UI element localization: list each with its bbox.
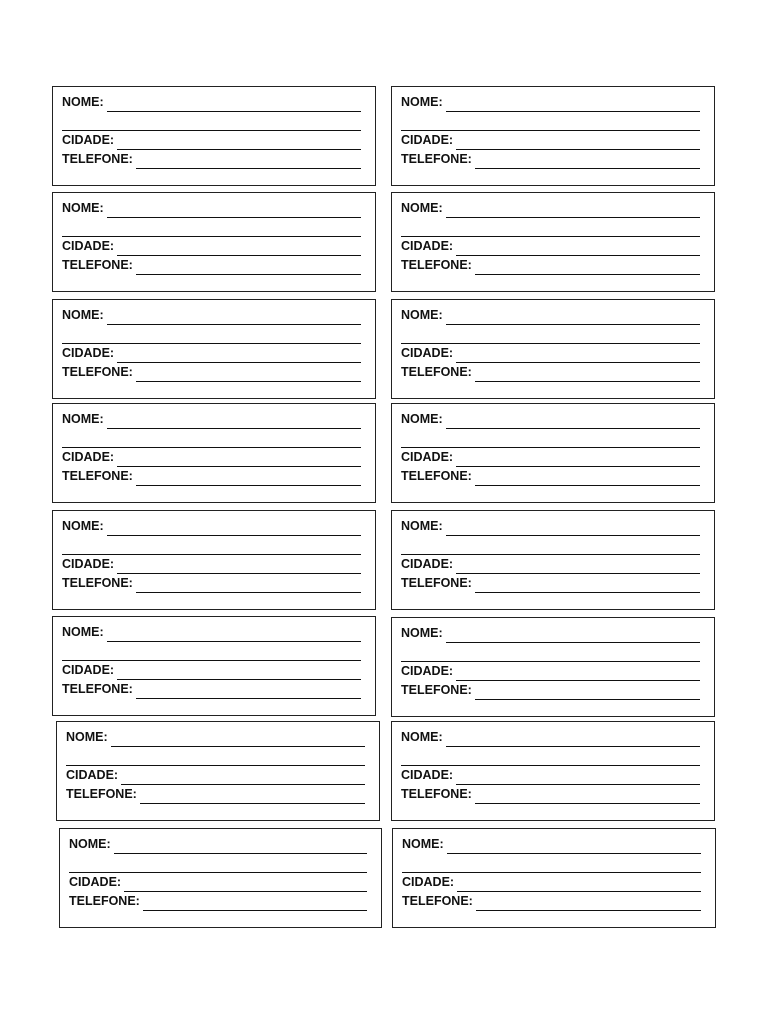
telefone-label: TELEFONE: — [401, 365, 472, 379]
nome-row — [402, 835, 707, 854]
cidade-row — [401, 662, 706, 681]
telefone-row — [66, 785, 371, 804]
cidade-label: CIDADE: — [401, 346, 454, 360]
extra-blank — [66, 752, 365, 766]
extra-blank — [401, 434, 700, 448]
nome-row — [62, 199, 367, 218]
nome-blank — [446, 98, 700, 112]
cidade-row — [62, 344, 367, 363]
nome-row — [62, 93, 367, 112]
telefone-label: TELEFONE: — [69, 894, 140, 908]
cidade-blank — [117, 349, 361, 363]
telefone-row — [62, 256, 367, 275]
telefone-blank — [140, 790, 365, 804]
extra-blank — [62, 330, 361, 344]
contact-card — [52, 616, 376, 716]
contact-card — [52, 299, 376, 399]
contact-card — [391, 86, 715, 186]
nome-blank — [446, 311, 700, 325]
contact-card — [52, 192, 376, 292]
cidade-blank — [117, 453, 361, 467]
extra-row — [401, 112, 706, 131]
nome-row — [62, 517, 367, 536]
telefone-label: TELEFONE: — [401, 258, 472, 272]
cidade-label: CIDADE: — [62, 663, 115, 677]
nome-row — [401, 517, 706, 536]
telefone-blank — [136, 685, 361, 699]
nome-row — [401, 199, 706, 218]
telefone-blank — [475, 368, 700, 382]
telefone-label: TELEFONE: — [401, 576, 472, 590]
extra-blank — [62, 117, 361, 131]
extra-row — [62, 429, 367, 448]
cidade-blank — [121, 771, 365, 785]
telefone-blank — [136, 579, 361, 593]
cidade-blank — [117, 560, 361, 574]
cidade-row — [401, 448, 706, 467]
cidade-blank — [456, 136, 700, 150]
nome-row — [401, 93, 706, 112]
telefone-row — [62, 363, 367, 382]
nome-row — [62, 623, 367, 642]
telefone-blank — [475, 155, 700, 169]
cidade-label: CIDADE: — [62, 557, 115, 571]
nome-label: NOME: — [62, 308, 104, 322]
cidade-label: CIDADE: — [62, 239, 115, 253]
extra-row — [62, 112, 367, 131]
telefone-row — [62, 680, 367, 699]
cidade-row — [401, 344, 706, 363]
extra-row — [62, 218, 367, 237]
telefone-row — [401, 467, 706, 486]
nome-label: NOME: — [401, 95, 443, 109]
cidade-blank — [456, 242, 700, 256]
telefone-label: TELEFONE: — [62, 469, 133, 483]
nome-label: NOME: — [401, 412, 443, 426]
telefone-row — [62, 467, 367, 486]
telefone-blank — [143, 897, 367, 911]
telefone-row — [401, 574, 706, 593]
extra-blank — [62, 223, 361, 237]
contact-card — [391, 721, 715, 821]
telefone-blank — [475, 261, 700, 275]
cidade-row — [401, 555, 706, 574]
telefone-blank — [136, 472, 361, 486]
cidade-label: CIDADE: — [401, 664, 454, 678]
extra-blank — [401, 648, 700, 662]
cidade-label: CIDADE: — [401, 768, 454, 782]
contact-card — [52, 86, 376, 186]
cidade-label: CIDADE: — [401, 239, 454, 253]
cidade-label: CIDADE: — [401, 450, 454, 464]
extra-blank — [401, 541, 700, 555]
telefone-label: TELEFONE: — [62, 576, 133, 590]
nome-blank — [446, 415, 700, 429]
nome-label: NOME: — [401, 730, 443, 744]
cidade-blank — [117, 666, 361, 680]
extra-blank — [401, 752, 700, 766]
extra-row — [66, 747, 371, 766]
nome-blank — [107, 311, 361, 325]
nome-blank — [446, 522, 700, 536]
nome-row — [401, 624, 706, 643]
nome-label: NOME: — [402, 837, 444, 851]
cidade-row — [66, 766, 371, 785]
cidade-blank — [117, 136, 361, 150]
telefone-row — [401, 150, 706, 169]
telefone-row — [62, 150, 367, 169]
nome-blank — [446, 629, 700, 643]
contact-card — [391, 617, 715, 717]
telefone-blank — [136, 155, 361, 169]
nome-label: NOME: — [62, 412, 104, 426]
cidade-row — [401, 237, 706, 256]
cidade-label: CIDADE: — [66, 768, 119, 782]
cidade-label: CIDADE: — [401, 133, 454, 147]
cidade-blank — [456, 771, 700, 785]
telefone-label: TELEFONE: — [401, 683, 472, 697]
cidade-row — [62, 237, 367, 256]
nome-blank — [114, 840, 367, 854]
cidade-label: CIDADE: — [69, 875, 122, 889]
telefone-label: TELEFONE: — [62, 258, 133, 272]
contact-card — [392, 828, 716, 928]
telefone-label: TELEFONE: — [66, 787, 137, 801]
telefone-label: TELEFONE: — [401, 787, 472, 801]
nome-label: NOME: — [401, 201, 443, 215]
cidade-blank — [456, 667, 700, 681]
nome-row — [62, 410, 367, 429]
contact-card — [391, 299, 715, 399]
telefone-row — [401, 363, 706, 382]
telefone-label: TELEFONE: — [402, 894, 473, 908]
extra-row — [401, 429, 706, 448]
nome-row — [401, 410, 706, 429]
telefone-label: TELEFONE: — [62, 365, 133, 379]
telefone-row — [62, 574, 367, 593]
cidade-blank — [456, 453, 700, 467]
extra-blank — [401, 330, 700, 344]
nome-label: NOME: — [401, 519, 443, 533]
nome-blank — [107, 415, 361, 429]
cidade-row — [62, 661, 367, 680]
cidade-label: CIDADE: — [62, 346, 115, 360]
cidade-row — [401, 766, 706, 785]
contact-card — [52, 403, 376, 503]
nome-blank — [107, 628, 361, 642]
extra-blank — [69, 859, 367, 873]
cidade-blank — [117, 242, 361, 256]
extra-blank — [62, 647, 361, 661]
nome-blank — [107, 522, 361, 536]
cidade-row — [401, 131, 706, 150]
extra-blank — [62, 434, 361, 448]
extra-row — [62, 325, 367, 344]
cidade-row — [62, 131, 367, 150]
contact-card — [391, 403, 715, 503]
extra-row — [401, 325, 706, 344]
telefone-row — [401, 681, 706, 700]
telefone-blank — [475, 686, 700, 700]
nome-blank — [446, 204, 700, 218]
telefone-blank — [475, 472, 700, 486]
telefone-label: TELEFONE: — [401, 469, 472, 483]
telefone-row — [69, 892, 373, 911]
contact-card — [59, 828, 382, 928]
nome-row — [62, 306, 367, 325]
extra-row — [401, 218, 706, 237]
nome-row — [69, 835, 373, 854]
nome-label: NOME: — [401, 308, 443, 322]
contact-card — [391, 192, 715, 292]
telefone-row — [402, 892, 707, 911]
nome-label: NOME: — [69, 837, 111, 851]
extra-blank — [402, 859, 701, 873]
telefone-label: TELEFONE: — [401, 152, 472, 166]
nome-blank — [447, 840, 701, 854]
cidade-label: CIDADE: — [62, 133, 115, 147]
nome-blank — [446, 733, 700, 747]
telefone-label: TELEFONE: — [62, 682, 133, 696]
cidade-row — [62, 555, 367, 574]
nome-row — [401, 728, 706, 747]
nome-label: NOME: — [62, 625, 104, 639]
telefone-row — [401, 785, 706, 804]
extra-row — [401, 747, 706, 766]
nome-label: NOME: — [66, 730, 108, 744]
extra-blank — [401, 117, 700, 131]
nome-blank — [107, 204, 361, 218]
cidade-blank — [456, 560, 700, 574]
extra-blank — [62, 541, 361, 555]
nome-label: NOME: — [62, 201, 104, 215]
cidade-blank — [457, 878, 701, 892]
nome-label: NOME: — [62, 95, 104, 109]
cidade-label: CIDADE: — [62, 450, 115, 464]
telefone-blank — [476, 897, 701, 911]
telefone-blank — [136, 368, 361, 382]
extra-row — [402, 854, 707, 873]
contact-card — [391, 510, 715, 610]
telefone-label: TELEFONE: — [62, 152, 133, 166]
telefone-blank — [136, 261, 361, 275]
nome-label: NOME: — [62, 519, 104, 533]
cidade-row — [62, 448, 367, 467]
cidade-label: CIDADE: — [401, 557, 454, 571]
nome-blank — [107, 98, 361, 112]
cidade-blank — [456, 349, 700, 363]
cidade-row — [69, 873, 373, 892]
contact-card — [52, 510, 376, 610]
cidade-blank — [124, 878, 367, 892]
nome-row — [401, 306, 706, 325]
cidade-row — [402, 873, 707, 892]
nome-row — [66, 728, 371, 747]
extra-blank — [401, 223, 700, 237]
contact-card — [56, 721, 380, 821]
telefone-blank — [475, 579, 700, 593]
nome-label: NOME: — [401, 626, 443, 640]
nome-blank — [111, 733, 365, 747]
extra-row — [401, 643, 706, 662]
cidade-label: CIDADE: — [402, 875, 455, 889]
telefone-row — [401, 256, 706, 275]
extra-row — [69, 854, 373, 873]
extra-row — [62, 536, 367, 555]
extra-row — [401, 536, 706, 555]
extra-row — [62, 642, 367, 661]
telefone-blank — [475, 790, 700, 804]
